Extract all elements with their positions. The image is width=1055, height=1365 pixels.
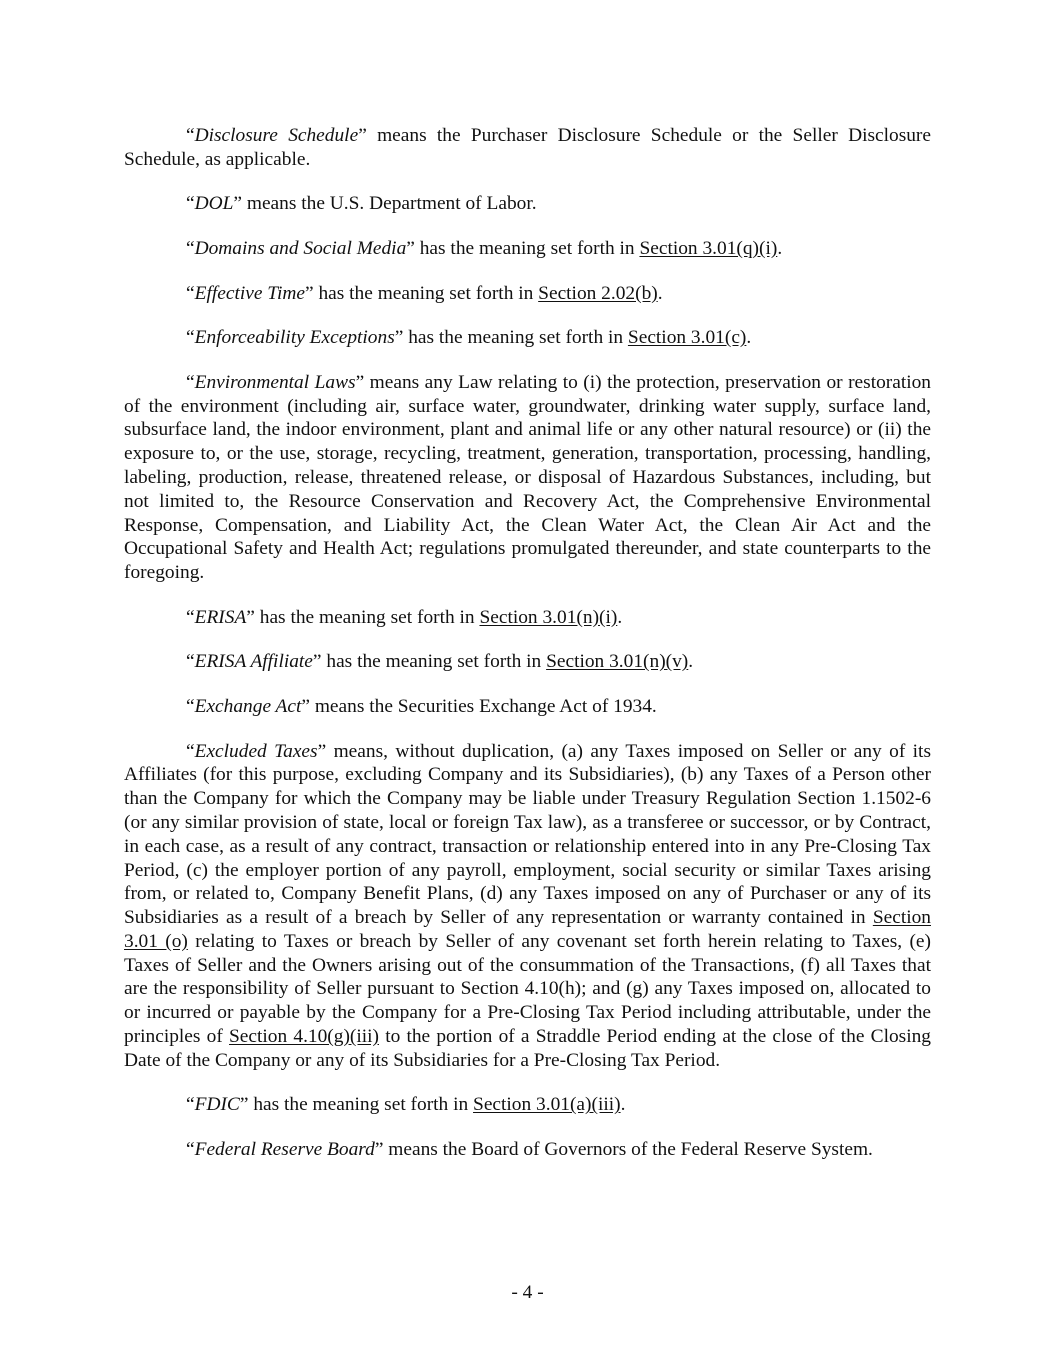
definition-text: . [688, 651, 694, 673]
definition-paragraph: “ERISA” has the meaning set forth in Section 3.01(n)(i). [186, 606, 623, 628]
defined-term: DOL [194, 193, 234, 215]
defined-term: Domains and Social Media [194, 237, 407, 259]
definition-paragraph: “Federal Reserve Board” means the Board of Governors of the Federal Reserve System. [186, 1139, 873, 1161]
definition-text: . [746, 327, 752, 349]
section-cross-reference: Section 3.01(n)(i) [479, 606, 618, 628]
definitions-list [124, 124, 931, 1162]
definition-paragraph: “Effective Time” has the meaning set forth in Section 2.02(b). [186, 282, 663, 304]
definition-text: . [657, 282, 663, 304]
definition-paragraph: “Disclosure Schedule” means the Purchaser Disclosure Schedule or the Seller Disclosure Schedule, as applicable. [124, 125, 931, 170]
definition-paragraph: “Excluded Taxes” means, without duplication, (a) any Taxes imposed on Seller or any of its Affiliates (for this purpose, excluding Company and its Subsidiaries), (b) any Taxes of a Person other than the Company for which the Company may be liable under Treasury Regulation Section 1.1502-6 (or any similar provision of state, local or foreign Tax law), as a transferee or successor, or by Contract, in each case, as a result of any contract, transaction or relationship entered into in any Pre-Closing Tax Period, (c) the employer portion of any payroll, employment, social security or similar Taxes arising from, or related to, Company Benefit Plans, (d) any Taxes imposed on any of Purchaser or any of its Subsidiaries as a result of a breach by Seller of any representation or warranty contained in Section 3.01 (o) relating to Taxes or breach by Seller of any covenant set forth herein relating to Taxes, (e) Taxes of Seller and the Owners arising out of the consummation of the Transactions, (f) all Taxes that are the responsibility of Seller pursuant to Section 4.10(h); and (g) any Taxes imposed on, allocated to or incurred or payable by the Company for a Pre-Closing Tax Period including attributable, under the principles of Section 4.10(g)(iii) to the portion of a Straddle Period ending at the close of the Closing Date of the Company or any of its Subsidiaries for a Pre-Closing Tax Period. [124, 740, 932, 1071]
defined-term: Environmental Laws [194, 371, 356, 393]
definition-text: means the Purchaser Disclosure Schedule or the Seller Disclosure Schedule, as applicable. [124, 125, 931, 170]
definition-paragraph: “ERISA Affiliate” has the meaning set forth in Section 3.01(n)(v). [186, 651, 694, 673]
page-number: - 4 - [511, 1282, 544, 1303]
defined-term: Enforceability Exceptions [194, 327, 395, 349]
section-cross-reference: Section 3.01(n)(v) [546, 651, 689, 673]
defined-term: Excluded Taxes [194, 740, 318, 762]
definition-paragraph: “Exchange Act” means the Securities Exchange Act of 1934. [186, 695, 657, 717]
defined-term: ERISA Affiliate [194, 651, 313, 673]
definition-text: . [617, 606, 623, 628]
definition-text: to the portion of a Straddle Period ending at the close of the Closing Date of the Company or any of its Subsidiaries for a Pre-Closing Tax Period. [124, 1026, 932, 1071]
document-page [124, 124, 931, 1183]
definition-text: means any Law relating to (i) the protection, preservation or restoration of the environment (including air, surface water, groundwater, drinking water supply, surface land, subsurface land, the indoor environment, plant and animal life or any other natural resource) or (ii) the exposure to, or the use, storage, recycling, treatment, generation, transportation, processing, handling, labeling, production, release, threatened release, or disposal of Hazardous Substances, including, but not limited to, the Resource Conservation and Recovery Act, the Comprehensive Environmental Response, Compensation, and Liability Act, the Clean Water Act, the Clean Air Act and the Occupational Safety and Health Act; regulations promulgated thereunder, and state counterparts to the foregoing. [124, 371, 931, 584]
section-cross-reference: Section 2.02(b) [538, 282, 658, 304]
section-cross-reference: Section 3.01(a)(iii) [473, 1094, 621, 1116]
defined-term: Effective Time [194, 282, 305, 304]
definition-paragraph: “Enforceability Exceptions” has the meaning set forth in Section 3.01(c). [186, 327, 752, 349]
definition-text: means, without duplication, (a) any Taxes imposed on Seller or any of its Affiliates (for this purpose, excluding Company and its Subsidiaries), (b) any Taxes of a Person other than the Company for which the Company may be liable under Treasury Regulation Section 1.1502-6 (or any similar provision of state, local or foreign Tax law), as a transferee or successor, or by Contract, in each case, as a result of any contract, transaction or relationship entered into in any Pre-Closing Tax Period, (c) the employer portion of any payroll, employment, social security or similar Taxes arising from, or related to, Company Benefit Plans, (d) any Taxes imposed on any of Purchaser or any of its Subsidiaries as a result of a breach by Seller of any representation or warranty contained in [124, 740, 931, 929]
defined-term: Disclosure Schedule [194, 125, 359, 146]
defined-term: ERISA [194, 606, 247, 628]
definition-paragraph: “Environmental Laws” means any Law relating to (i) the protection, preservation or restoration of the environment (including air, surface water, groundwater, drinking water supply, surface land, subsurface land, the indoor environment, plant and animal life or any other natural resource) or (ii) the exposure to, or the use, storage, recycling, treatment, generation, transportation, processing, handling, labeling, production, release, threatened release, or disposal of Hazardous Substances, including, but not limited to, the Resource Conservation and Recovery Act, the Comprehensive Environmental Response, Compensation, and Liability Act, the Clean Water Act, the Clean Air Act and the Occupational Safety and Health Act; regulations promulgated thereunder, and state counterparts to the foregoing. [124, 371, 931, 584]
section-cross-reference: Section 3.01(c) [627, 327, 747, 349]
definition-text: has the meaning set forth in [248, 1094, 474, 1116]
definition-text: has the meaning set forth in [313, 282, 539, 304]
definition-text: . [777, 237, 783, 259]
defined-term: Federal Reserve Board [194, 1139, 375, 1161]
section-cross-reference: Section 3.01 (o) [124, 907, 931, 952]
definition-paragraph: “DOL” means the U.S. Department of Labor. [186, 193, 537, 215]
definition-text: has the meaning set forth in [321, 651, 547, 673]
definition-text: has the meaning set forth in [254, 606, 480, 628]
definition-paragraph: “Domains and Social Media” has the meaning set forth in Section 3.01(q)(i). [186, 237, 783, 259]
defined-term: Exchange Act [194, 695, 302, 717]
defined-term: FDIC [194, 1094, 240, 1116]
definition-text: means the U.S. Department of Labor. [242, 193, 537, 215]
definition-text: . [620, 1094, 626, 1116]
section-cross-reference: Section 4.10(g)(iii) [229, 1026, 379, 1048]
section-cross-reference: Section 3.01(q)(i) [639, 237, 778, 259]
definition-text: has the meaning set forth in [403, 327, 628, 349]
definition-text: relating to Taxes or breach by Seller of any covenant set forth herein relating to Taxes, (e) Taxes of Seller and the Owners arising out of the consummation of the Transactions, (f) all Taxes that are the responsibility of Seller pursuant to Section 4.10(h); and (g) any Taxes imposed on, allocated to or incurred or payable by the Company for a Pre-Closing Tax Period including attributable, under the principles of [124, 930, 931, 1048]
definition-text: has the meaning set forth in [414, 237, 640, 259]
definition-text: means the Board of Governors of the Federal Reserve System. [383, 1139, 873, 1161]
definition-text: means the Securities Exchange Act of 1934. [310, 695, 657, 717]
definition-paragraph: “FDIC” has the meaning set forth in Section 3.01(a)(iii). [186, 1094, 626, 1116]
